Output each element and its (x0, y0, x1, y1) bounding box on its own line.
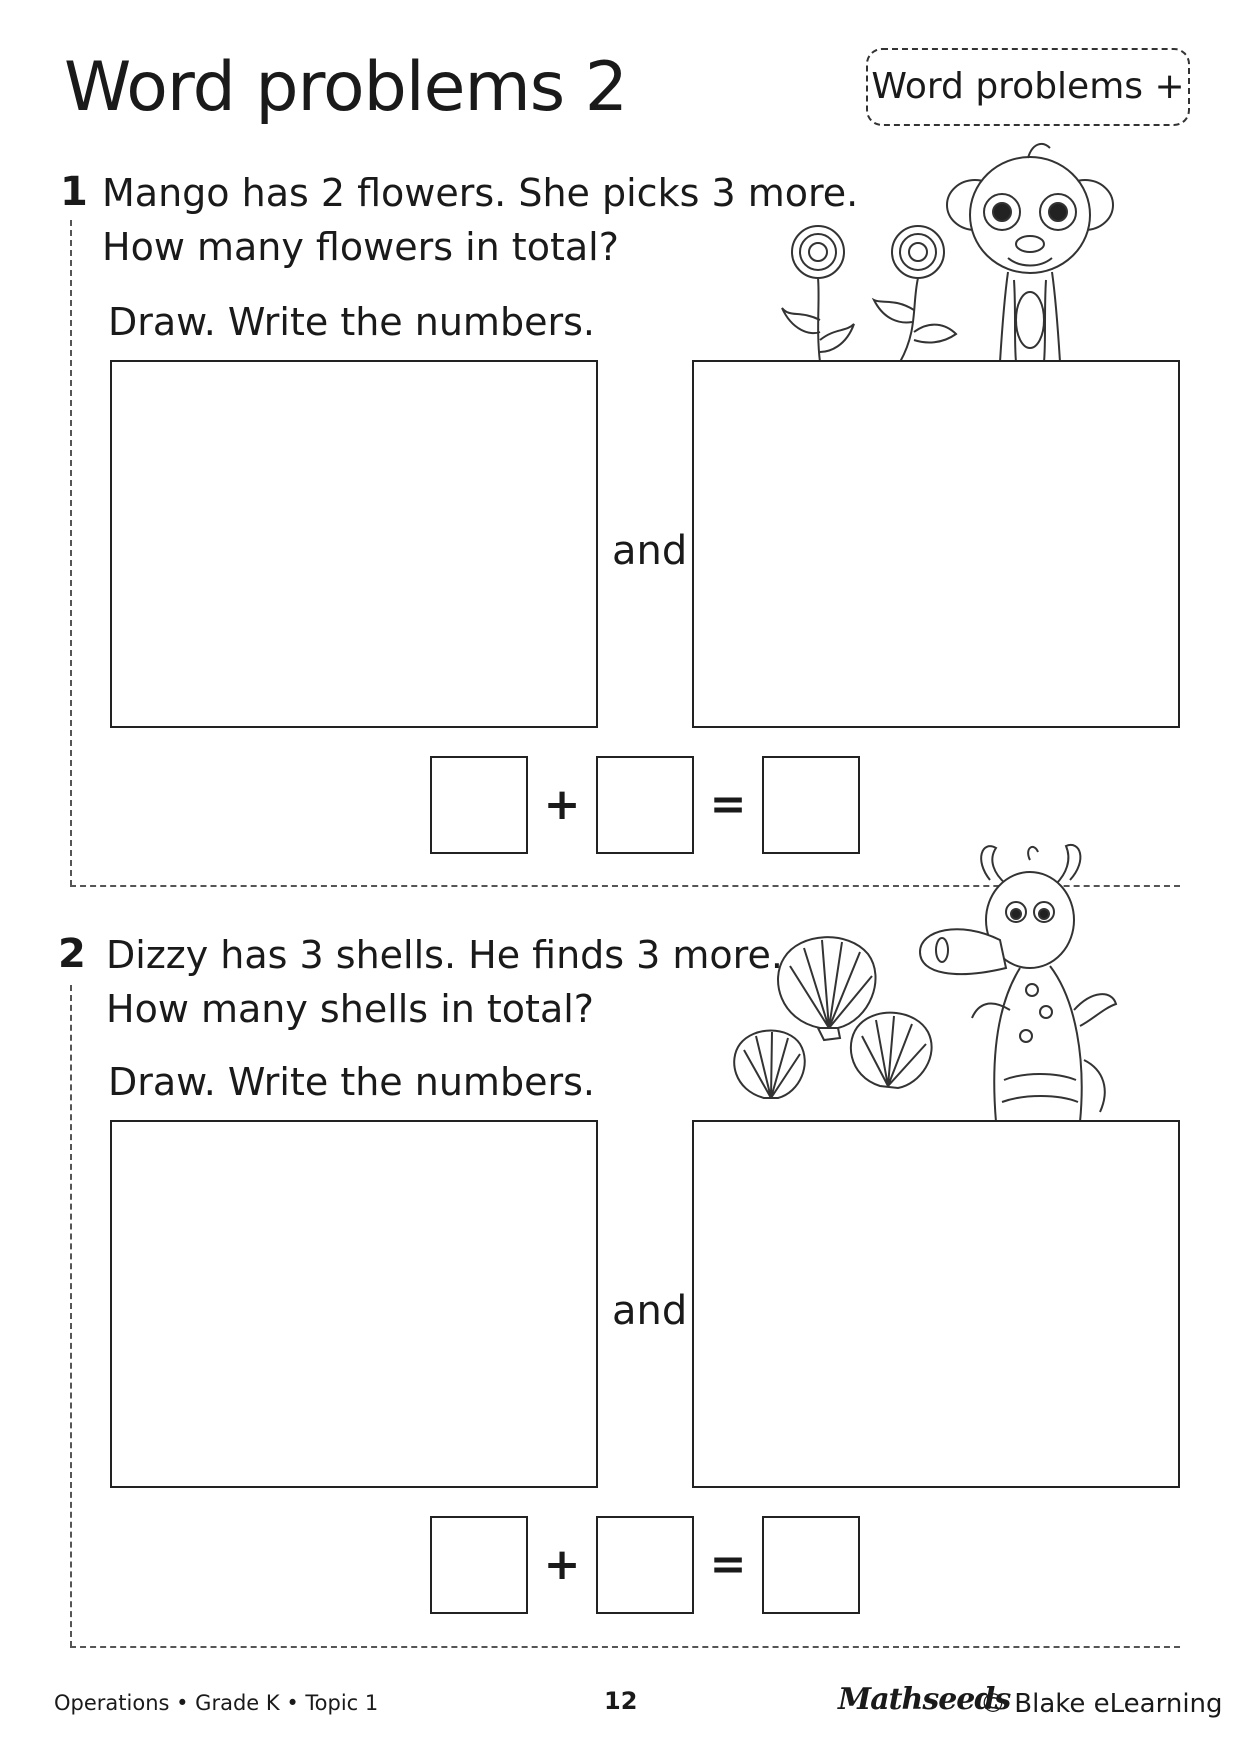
q2-left-dashed-border (70, 985, 72, 1647)
flower-icon (874, 226, 956, 362)
q1-number: 1 (60, 169, 88, 215)
q2-draw-box-left[interactable] (110, 1120, 598, 1488)
flower-icon (782, 226, 854, 362)
q2-bottom-dashed-border (70, 1646, 1180, 1648)
q1-instruction: Draw. Write the numbers. (108, 300, 595, 344)
q2-plus-sign: + (543, 1539, 581, 1590)
q1-answer-box-second[interactable] (596, 756, 694, 854)
page-title: Word problems 2 (64, 48, 628, 127)
topic-tag: Word problems + (866, 48, 1190, 126)
q2-text-line1: Dizzy has 3 shells. He finds 3 more. (106, 933, 783, 977)
q1-equals-sign: = (709, 779, 747, 830)
shell-icon (778, 937, 876, 1040)
q2-illustration (720, 840, 1140, 1122)
shell-icon (851, 1013, 932, 1088)
q1-illustration (780, 140, 1180, 362)
q1-draw-box-left[interactable] (110, 360, 598, 728)
q2-answer-box-total[interactable] (762, 1516, 860, 1614)
q1-plus-sign: + (543, 779, 581, 830)
q2-draw-box-right[interactable] (692, 1120, 1180, 1488)
page-number: 12 (604, 1687, 638, 1715)
q1-answer-box-first[interactable] (430, 756, 528, 854)
q2-text-line2: How many shells in total? (106, 987, 594, 1031)
shell-icon (734, 1031, 805, 1099)
q1-text-line1: Mango has 2 flowers. She picks 3 more. (102, 171, 859, 215)
q2-answer-box-first[interactable] (430, 1516, 528, 1614)
copyright-text: © Blake eLearning (980, 1689, 1223, 1719)
monkey-mango-icon (947, 144, 1113, 362)
q1-draw-box-right[interactable] (692, 360, 1180, 728)
footer-topic: Operations • Grade K • Topic 1 (54, 1691, 379, 1715)
q1-text-line2: How many flowers in total? (102, 225, 619, 269)
q2-equals-sign: = (709, 1539, 747, 1590)
mathseeds-logo: Mathseeds (838, 1682, 1011, 1717)
q2-answer-box-second[interactable] (596, 1516, 694, 1614)
q1-and-label: and (612, 528, 688, 574)
q1-left-dashed-border (70, 220, 72, 886)
q2-and-label: and (612, 1288, 688, 1334)
q2-instruction: Draw. Write the numbers. (108, 1060, 595, 1104)
dragon-dizzy-icon (920, 845, 1116, 1122)
q2-number: 2 (58, 931, 86, 977)
